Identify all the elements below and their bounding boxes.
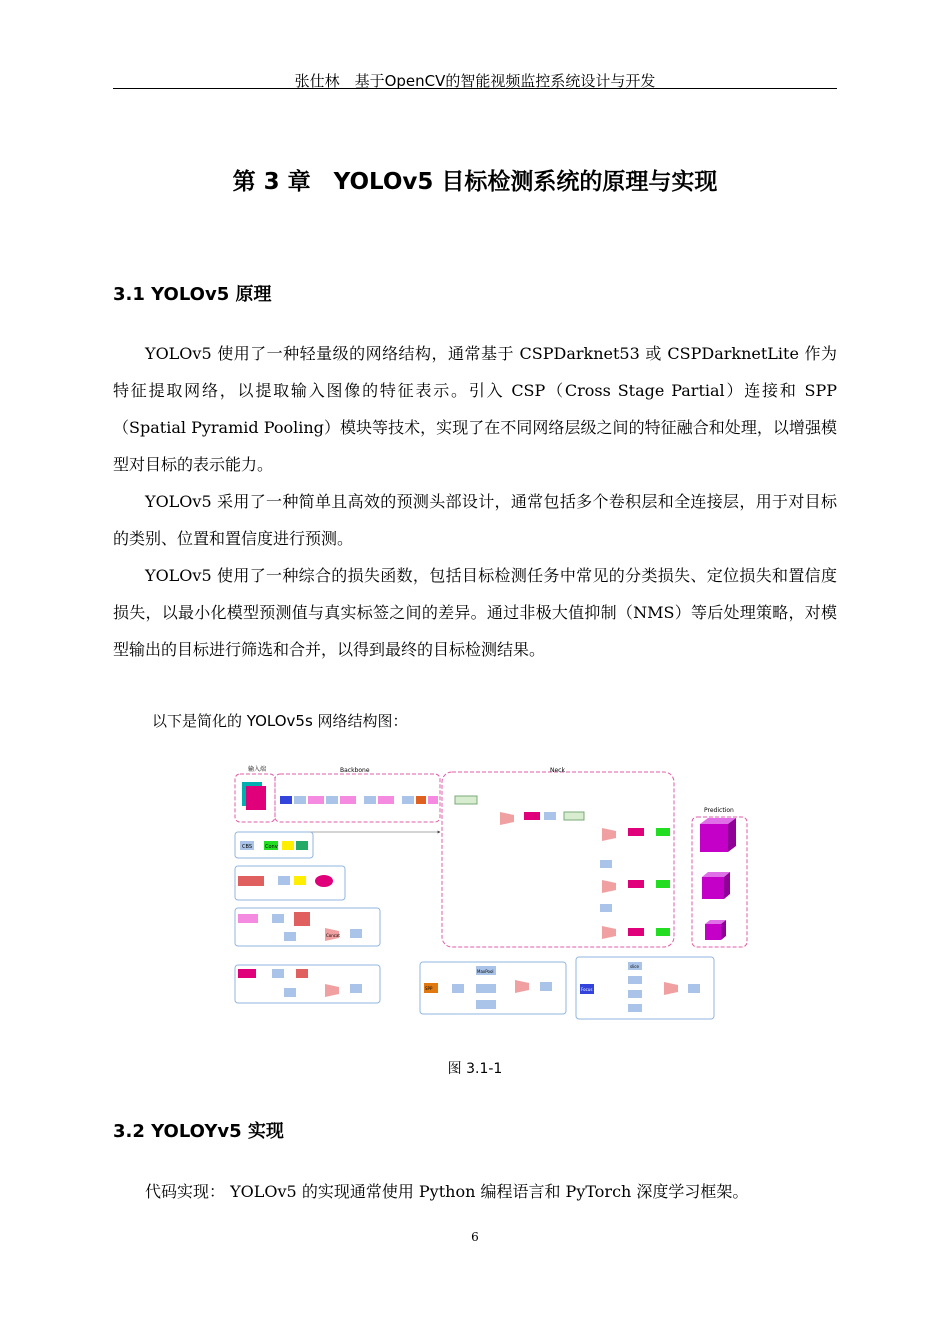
slice-label: slice	[630, 964, 639, 969]
cbs-label: CBS	[242, 844, 253, 850]
chapter-title: 第 3 章 YOLOv5 目标检测系统的原理与实现	[232, 169, 718, 195]
section-3-2-body	[113, 1173, 837, 1210]
figure-caption: 图 3.1-1	[447, 1061, 503, 1077]
section-3-1-body	[113, 335, 837, 668]
figure-intro: 以下是简化的 YOLOv5s 网络结构图：	[152, 712, 408, 730]
spp-label: SPP	[425, 986, 433, 991]
section-3-1-title: 3.1 YOLOv5 原理	[113, 284, 272, 305]
concat-label: Concat	[326, 933, 340, 938]
prediction-label: Prediction	[704, 807, 734, 814]
running-header: 张仕林 基于OpenCV的智能视频监控系统设计与开发	[294, 72, 656, 90]
input-label: 输入端	[248, 766, 267, 773]
prediction-group	[692, 807, 747, 947]
network-diagram	[230, 762, 755, 1027]
backbone-group	[235, 765, 440, 832]
paragraph: YOLOv5 使用了一种综合的损失函数，包括目标检测任务中常见的分类损失、定位损失和置信度损失，以最小化模型预测值与真实标签之间的差异。通过非极大值抑制（NMS）等后处理策略，对模型输出的目标进行筛选和合并，以得到最终的目标检测结果。	[113, 566, 837, 659]
paragraph: YOLOv5 采用了一种简单且高效的预测头部设计，通常包括多个卷积层和全连接层，用于对目标的类别、位置和置信度进行预测。	[113, 492, 837, 548]
maxpool-label: MaxPool	[477, 969, 494, 974]
focus-label: Focus	[581, 987, 593, 992]
neck-group	[442, 767, 674, 947]
paragraph: YOLOv5 使用了一种轻量级的网络结构，通常基于 CSPDarknet53 或 CSPDarknetLite 作为特征提取网络，以提取输入图像的特征表示。引入 CSP（Cross Stage Partial）连接和 SPP（Spatial Pyramid Pooling）模块等技术，实现了在不同网络层级之间的特征融合和处理，以增强模型对目标的表示能力。	[113, 344, 837, 474]
header-rule	[113, 88, 837, 89]
conv-label: Conv	[265, 844, 278, 850]
backbone-label: Backbone	[340, 767, 370, 774]
page-number: 6	[471, 1230, 479, 1244]
neck-label: Neck	[550, 767, 565, 774]
paragraph: 代码实现： YOLOv5 的实现通常使用 Python 编程语言和 PyTorch 深度学习框架。	[145, 1182, 749, 1201]
section-3-2-title: 3.2 YOLOYv5 实现	[113, 1121, 284, 1142]
module-legend	[235, 832, 714, 1019]
